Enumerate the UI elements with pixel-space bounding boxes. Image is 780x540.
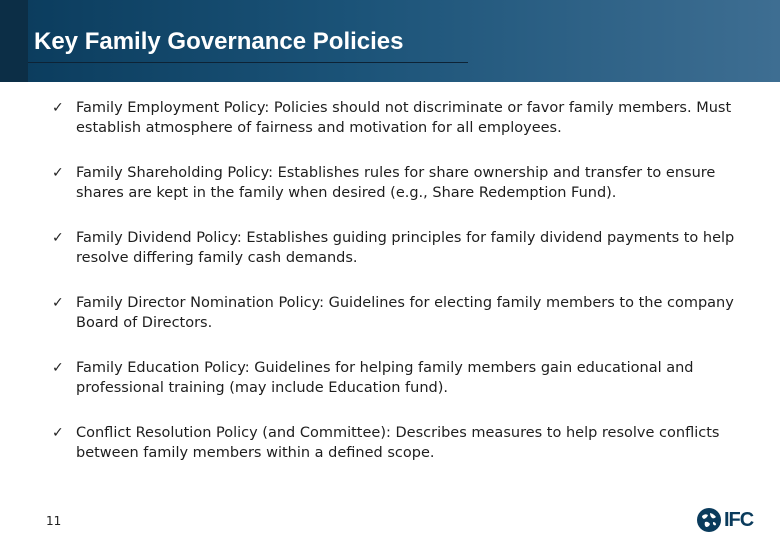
policy-text: Establishes rules for share ownership and transfer to ensure shares are kept in the family when desired (e.g., Share Redemption Fund).	[76, 165, 716, 201]
list-item	[52, 163, 752, 228]
list-item	[52, 293, 752, 358]
title-underline	[28, 62, 468, 63]
checkmark-icon: ✓	[52, 165, 64, 181]
policy-heading: Family Education Policy:	[76, 360, 250, 376]
policy-heading: Family Employment Policy:	[76, 100, 270, 116]
list-item	[52, 98, 752, 163]
list-item	[52, 358, 752, 423]
page-number: 11	[46, 514, 62, 528]
list-item	[52, 423, 752, 468]
policy-text: Guidelines for helping family members gain educational and professional training (may include Education fund).	[76, 360, 694, 396]
policy-text: Policies should not discriminate or favor family members. Must establish atmosphere of fairness and motivation for all employees.	[76, 100, 732, 136]
list-item	[52, 228, 752, 293]
policy-heading: Family Director Nomination Policy:	[76, 295, 324, 311]
policy-text: Describes measures to help resolve conflicts between family members within a defined scope.	[76, 425, 720, 461]
policy-heading: Conflict Resolution Policy (and Committee):	[76, 425, 391, 441]
policy-list	[52, 98, 752, 468]
logo-text: IFC	[724, 508, 754, 531]
policy-heading: Family Dividend Policy:	[76, 230, 242, 246]
globe-icon	[696, 507, 722, 533]
header-bar	[0, 0, 780, 82]
checkmark-icon: ✓	[52, 100, 64, 116]
checkmark-icon: ✓	[52, 425, 64, 441]
checkmark-icon: ✓	[52, 295, 64, 311]
ifc-logo	[696, 507, 753, 533]
header-accent	[0, 0, 28, 82]
policy-text: Establishes guiding principles for family dividend payments to help resolve differing family cash demands.	[76, 230, 735, 266]
checkmark-icon: ✓	[52, 360, 64, 376]
policy-heading: Family Shareholding Policy:	[76, 165, 273, 181]
page-title: Key Family Governance Policies	[34, 28, 404, 55]
checkmark-icon: ✓	[52, 230, 64, 246]
policy-text: Guidelines for electing family members to the company Board of Directors.	[76, 295, 734, 331]
